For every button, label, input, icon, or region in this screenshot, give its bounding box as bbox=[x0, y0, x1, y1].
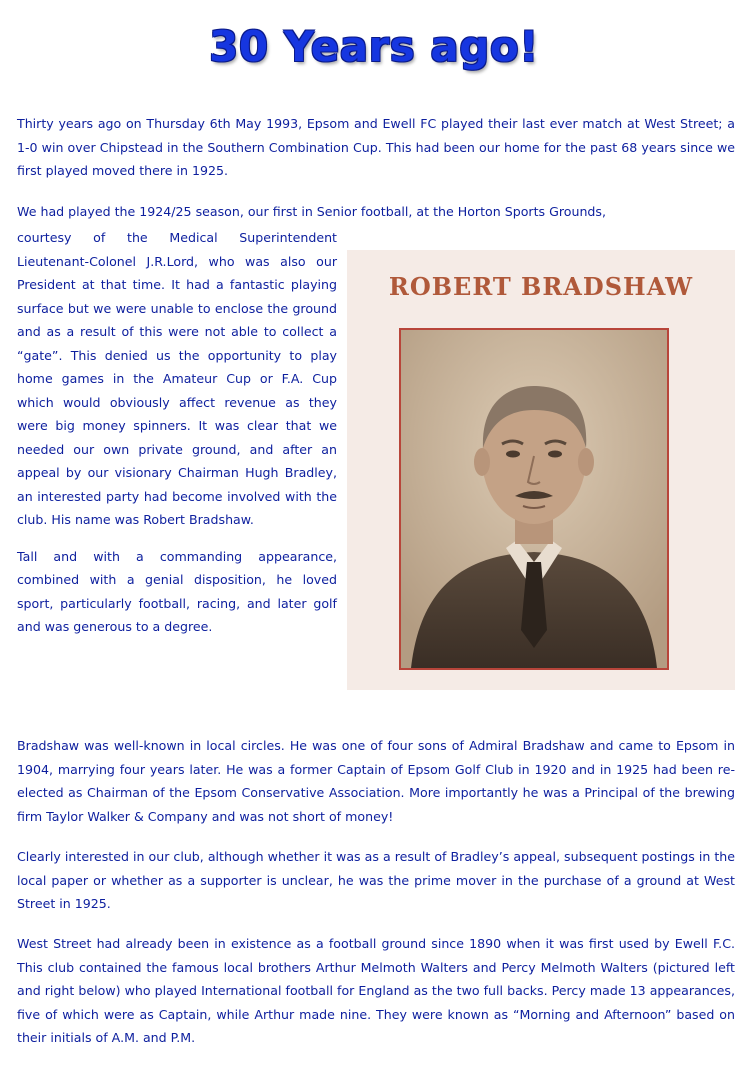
page-title: 30 Years ago! bbox=[209, 22, 539, 71]
paragraph-appearance: Tall and with a commanding appearance, combined with a genial disposition, he loved sport, particularly football, racing, and later golf and was generous to a degree. bbox=[17, 548, 337, 634]
wrapped-text-column bbox=[17, 226, 337, 639]
paragraph-intro: Thirty years ago on Thursday 6th May 1993, Epsom and Ewell FC played their last ever match at West Street; a 1-0 win over Chipstead in the Southern Combination Cup. This had been our home for the past 68 years since we first played moved there in 1925. bbox=[17, 116, 735, 178]
photo-panel bbox=[347, 250, 735, 690]
portrait-photo bbox=[399, 328, 669, 670]
paragraph-horton-intro: We had played the 1924/25 season, our first in Senior football, at the Horton Sports Grounds, bbox=[17, 204, 606, 219]
paragraph-prime-mover: Clearly interested in our club, although whether it was as a result of Bradley’s appeal, subsequent postings in the local paper or whether as a supporter is unclear, he was the prime mover in the purchase of a ground at West Street in 1925. bbox=[17, 849, 735, 911]
paragraph-bradshaw-background: Bradshaw was well-known in local circles. He was one of four sons of Admiral Bradshaw and came to Epsom in 1904, marrying four years later. He was a former Captain of Epsom Golf Club in 1920 and in 1925 had been re-elected as Chairman of the Epsom Conservative Association. More importantly he was a Principal of the brewing firm Taylor Walker & Company and was not short of money! bbox=[17, 738, 735, 824]
paragraph-west-street-history: West Street had already been in existence as a football ground since 1890 when it was first used by Ewell F.C. This club contained the famous local brothers Arthur Melmoth Walters and Percy Melmoth Walters (pictured left and right below) who played International football for England as the two full backs. Percy made 13 appearances, five of which were as Captain, while Arthur made nine. They were known as “Morning and Afternoon” based on their initials of A.M. and P.M. bbox=[17, 936, 735, 1045]
photo-caption: ROBERT BRADSHAW bbox=[388, 272, 694, 301]
portrait-illustration bbox=[401, 330, 667, 668]
paragraph-horton-body: courtesy of the Medical Superintendent Lieutenant-Colonel J.R.Lord, who was also our President at that time. It had a fantastic playing surface but we were unable to enclose the ground and as a result of this were not able to collect a “gate”. This denied us the opportunity to play home games in the Amateur Cup or F.A. Cup which would obviously affect revenue as they were big money spinners. It was clear that we needed our own private ground, and after an appeal by our visionary Chairman Hugh Bradley, an interested party had become involved with the club. His name was Robert Bradshaw. bbox=[17, 230, 337, 527]
